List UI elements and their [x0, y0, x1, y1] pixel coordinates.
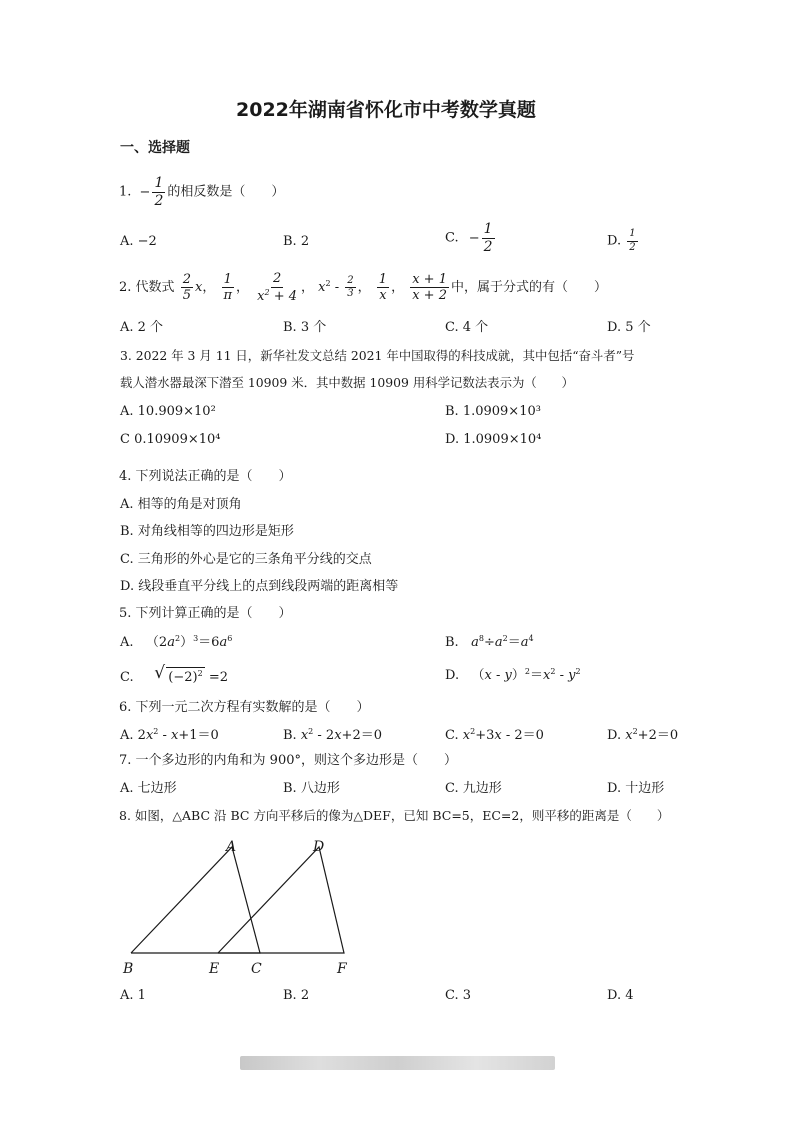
q5-option-b[interactable]: B. $a^8\div a^2=a^4$: [445, 634, 534, 650]
question-5: 5. 下列计算正确的是（ ）: [119, 606, 292, 621]
q4-option-d[interactable]: D. 线段垂直平分线上的点到线段两端的距离相等: [120, 579, 399, 594]
q2-option-b[interactable]: B. 3 个: [283, 320, 327, 335]
section-heading: 一、选择题: [120, 140, 190, 156]
label-e: E: [209, 961, 220, 975]
label-a: A: [226, 839, 237, 855]
q4-option-c[interactable]: C. 三角形的外心是它的三条角平分线的交点: [120, 552, 372, 567]
q5-option-d[interactable]: D. $(x - y)^2=x^2 - y^2$: [445, 667, 581, 683]
q5-option-c[interactable]: C. √ $(-2)^2 =2$: [120, 663, 228, 685]
q2-option-c[interactable]: C. 4 个: [445, 320, 489, 335]
page-title: 2022年湖南省怀化市中考数学真题: [236, 99, 536, 121]
q8-option-d[interactable]: D. 4: [607, 988, 634, 1003]
q1-option-c[interactable]: C. − $\frac{1}{2}$: [445, 221, 493, 255]
question-3-line-2: 载人潜水器最深下潜至 10909 米．其中数据 10909 用科学记数法表示为（ ）: [120, 375, 574, 390]
triangle-translation-figure: [115, 835, 365, 975]
label-f: F: [337, 961, 347, 975]
question-7: 7. 一个多边形的内角和为 900°，则这个多边形是（ ）: [119, 753, 457, 768]
q3-option-a[interactable]: A. 10.909×10²: [120, 404, 216, 419]
q6-option-b[interactable]: B. $x^2 - 2x+2=0$: [283, 727, 382, 743]
triangle-def: [218, 847, 344, 953]
q1-option-b[interactable]: B. 2: [283, 234, 310, 249]
label-c: C: [251, 961, 262, 975]
q2-option-d[interactable]: D. 5 个: [607, 320, 651, 335]
q1-option-d[interactable]: D. $\frac{1}{2}$: [607, 228, 636, 253]
fraction: $\frac{1}{2}$: [154, 175, 164, 209]
question-4: 4. 下列说法正确的是（ ）: [119, 469, 292, 484]
q7-option-a[interactable]: A. 七边形: [120, 781, 177, 796]
question-1: 1. − $\frac{1}{2}$ 的相反数是（ ）: [119, 175, 285, 209]
q6-option-c[interactable]: C. $x^2+3x - 2=0$: [445, 727, 544, 743]
blurred-footer: [240, 1056, 555, 1070]
q3-option-b[interactable]: B. 1.0909×10³: [445, 404, 541, 419]
triangle-abc: [131, 847, 260, 953]
q7-option-b[interactable]: B. 八边形: [283, 781, 340, 796]
label-b: B: [123, 961, 134, 975]
q7-option-d[interactable]: D. 十边形: [607, 781, 665, 796]
q3-option-c[interactable]: C 0.10909×10⁴: [120, 432, 221, 447]
q1-option-a[interactable]: A. −2: [120, 234, 157, 249]
question-8: 8. 如图，△ABC 沿 BC 方向平移后的像为△DEF，已知 BC=5，EC=2，则平移的距离是（ ）: [119, 808, 670, 823]
q8-option-a[interactable]: A. 1: [120, 988, 146, 1003]
q3-option-d[interactable]: D. 1.0909×10⁴: [445, 432, 542, 447]
q8-option-b[interactable]: B. 2: [283, 988, 310, 1003]
q6-option-a[interactable]: A. $2x^2 - x+1=0$: [120, 727, 219, 743]
label-d: D: [313, 839, 325, 855]
question-2: 2. 代数式 $\frac{2}{5}$ x， $\frac{1}{\pi}$ ， $\frac{2}{x^2 + 4}$ ， $x^2$ - $\frac{2}{3}$ ， $\frac{1}{x}$ ， $\frac{x + 1}{x + 2}$ 中，属于分式的有（ ）: [119, 271, 607, 304]
q4-option-b[interactable]: B. 对角线相等的四边形是矩形: [120, 524, 294, 539]
q4-option-a[interactable]: A. 相等的角是对顶角: [120, 497, 242, 512]
q7-option-c[interactable]: C. 九边形: [445, 781, 502, 796]
question-3-line-1: 3. 2022 年 3 月 11 日，新华社发文总结 2021 年中国取得的科技成就，其中包括“奋斗者”号: [120, 348, 635, 363]
q6-option-d[interactable]: D. $x^2+2=0$: [607, 727, 679, 743]
q5-option-a[interactable]: A. $(2a^2)^3=6a^6$: [120, 634, 233, 650]
q2-option-a[interactable]: A. 2 个: [120, 320, 164, 335]
question-6: 6. 下列一元二次方程有实数解的是（ ）: [119, 700, 370, 715]
q8-option-c[interactable]: C. 3: [445, 988, 472, 1003]
